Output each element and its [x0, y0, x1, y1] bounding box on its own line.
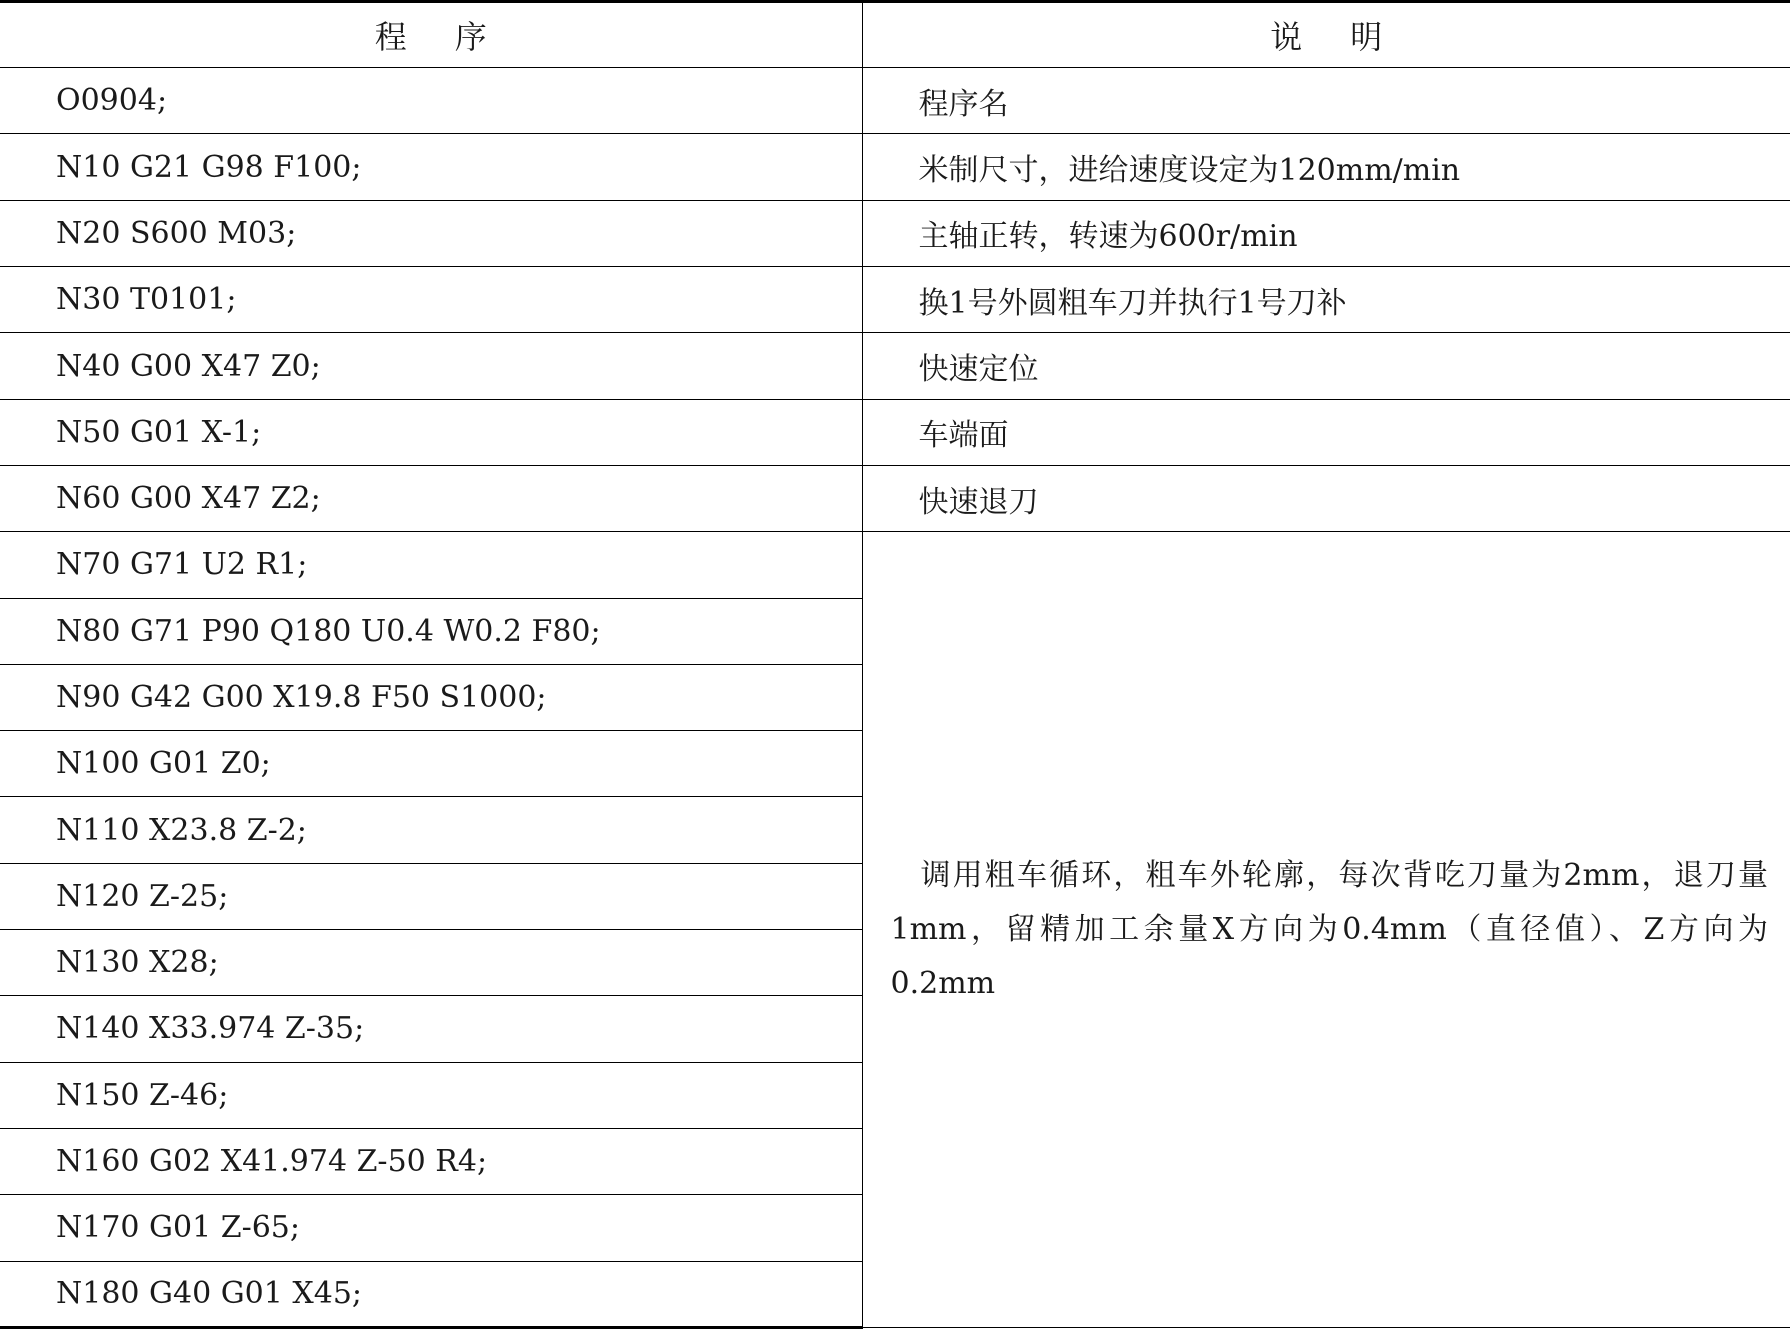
header-description: 说明 [862, 2, 1790, 68]
code-cell: N180 G40 G01 X45; [0, 1261, 862, 1327]
code-cell: N150 Z-46; [0, 1062, 862, 1128]
code-cell: N170 G01 Z-65; [0, 1195, 862, 1261]
desc-cell: 米制尺寸，进给速度设定为120mm/min [862, 134, 1790, 200]
code-cell: N160 G02 X41.974 Z-50 R4; [0, 1128, 862, 1194]
code-cell: N10 G21 G98 F100; [0, 134, 862, 200]
code-cell: N100 G01 Z0; [0, 731, 862, 797]
merged-desc-cell: 调用粗车循环，粗车外轮廓，每次背吃刀量为2mm，退刀量1mm，留精加工余量X方向为0.4mm（直径值）、Z方向为0.2mm [862, 532, 1790, 1328]
code-cell: N50 G01 X-1; [0, 399, 862, 465]
table-row [0, 333, 1790, 399]
table-row [0, 465, 1790, 531]
table-row [0, 134, 1790, 200]
code-cell: N90 G42 G00 X19.8 F50 S1000; [0, 664, 862, 730]
table-row [0, 200, 1790, 266]
code-cell: N70 G71 U2 R1; [0, 532, 862, 598]
code-cell: N30 T0101; [0, 267, 862, 333]
header-row [0, 2, 1790, 68]
desc-cell: 主轴正转，转速为600r/min [862, 200, 1790, 266]
desc-cell: 换1号外圆粗车刀并执行1号刀补 [862, 267, 1790, 333]
code-cell: N80 G71 P90 Q180 U0.4 W0.2 F80; [0, 598, 862, 664]
code-cell: N40 G00 X47 Z0; [0, 333, 862, 399]
code-cell: O0904; [0, 68, 862, 134]
table-row [0, 267, 1790, 333]
code-cell: N20 S600 M03; [0, 200, 862, 266]
table-row [0, 399, 1790, 465]
desc-cell: 车端面 [862, 399, 1790, 465]
code-cell: N130 X28; [0, 930, 862, 996]
code-cell: N120 Z-25; [0, 863, 862, 929]
table-row [0, 68, 1790, 134]
code-cell: N140 X33.974 Z-35; [0, 996, 862, 1062]
code-cell: N60 G00 X47 Z2; [0, 465, 862, 531]
code-cell: N110 X23.8 Z-2; [0, 797, 862, 863]
header-program: 程序 [0, 2, 862, 68]
desc-cell: 快速退刀 [862, 465, 1790, 531]
desc-cell: 程序名 [862, 68, 1790, 134]
desc-cell: 快速定位 [862, 333, 1790, 399]
table-row [0, 532, 1790, 598]
